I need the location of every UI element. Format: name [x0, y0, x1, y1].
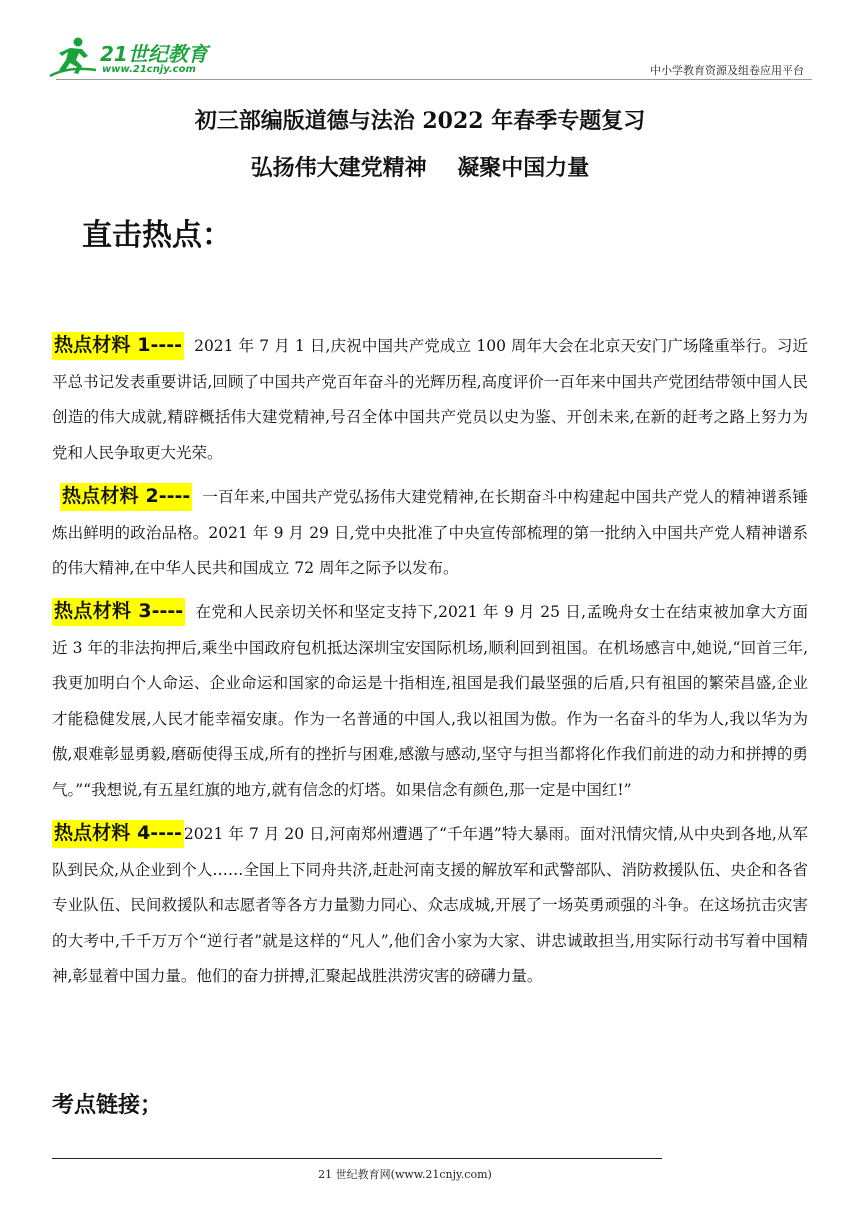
material-1 [52, 328, 808, 471]
material-3-label: 热点材料 3---- [52, 598, 185, 626]
logo [48, 36, 228, 80]
material-2 [52, 479, 808, 587]
material-4 [52, 816, 808, 995]
material-1-text: 2021 年 7 月 1 日,庆祝中国共产党成立 100 周年大会在北京天安门广场隆重举行。习近平总书记发表重要讲话,回顾了中国共产党百年奋斗的光辉历程,高度评价一百年来中国共产党团结带领中国人民创造的伟大成就,精辟概括伟大建党精神,号召全体中国共产党员以史为鉴、开创未来,在新的赶考之路上努力为党和人民争取更大光荣。 [52, 337, 808, 462]
logo-url: www.21cnjy.com [102, 64, 196, 75]
material-4-text: 2021 年 7 月 20 日,河南郑州遭遇了“千年遇”特大暴雨。面对汛情灾情,从中央到各地,从军队到民众,从企业到个人……全国上下同舟共济,赶赴河南支援的解放军和武警部队、消防救援队伍、央企和各省专业队伍、民间救援队和志愿者等各方力量勠力同心、众志成城,开展了一场英勇顽强的斗争。在这场抗击灾害的大考中,千千万万个“逆行者”就是这样的“凡人”,他们舍小家为大家、讲忠诚敢担当,用实际行动书写着中国精神,彰显着中国力量。他们的奋力拼搏,汇聚起战胜洪涝灾害的磅礴力量。 [52, 825, 808, 985]
logo-text: 21世纪教育 [100, 42, 208, 66]
material-1-label: 热点材料 1---- [52, 332, 184, 360]
material-3 [52, 594, 808, 808]
page-footer: 21 世纪教育网(www.21cnjy.com) [318, 1168, 492, 1181]
header-divider [56, 79, 812, 80]
document-title: 初三部编版道德与法治 2022 年春季专题复习 [194, 108, 646, 134]
header-platform-text: 中小学教育资源及组卷应用平台 [650, 64, 804, 77]
material-2-label: 热点材料 2---- [60, 483, 192, 511]
document-subtitle: 弘扬伟大建党精神 凝聚中国力量 [250, 155, 590, 181]
material-3-text: 在党和人民亲切关怀和坚定支持下,2021 年 9 月 25 日,孟晚舟女士在结束被加拿大方面近 3 年的非法拘押后,乘坐中国政府包机抵达深圳宝安国际机场,顺利回到祖国。在机场感言中,她说,“回首三年,我更加明白个人命运、企业命运和国家的命运是十指相连,祖国是我们最坚强的后盾,只有祖国的繁荣昌盛,企业才能稳健发展,人民才能幸福安康。作为一名普通的中国人,我以祖国为傲。作为一名奋斗的华为人,我以华为为傲,艰难彰显勇毅,磨砺使得玉成,所有的挫折与困难,感激与感动,坚守与担当都将化作我们前进的动力和拼搏的勇气。”“我想说,有五星红旗的地方,就有信念的灯塔。如果信念有颜色,那一定是中国红!” [52, 603, 808, 799]
material-4-label: 热点材料 4---- [52, 820, 184, 848]
page-header [48, 36, 812, 80]
footer-divider [52, 1158, 662, 1159]
section-heading-exam-points: 考点链接； [52, 1093, 163, 1118]
material-2-text: 一百年来,中国共产党弘扬伟大建党精神,在长期奋斗中构建起中国共产党人的精神谱系锤炼出鲜明的政治品格。2021 年 9 月 29 日,党中央批准了中央宣传部梳理的第一批纳入中国共产党人精神谱系的伟大精神,在中华人民共和国成立 72 周年之际予以发布。 [52, 488, 808, 577]
section-heading-hotspots: 直击热点： [82, 218, 232, 253]
runner-logo-icon [48, 36, 100, 78]
